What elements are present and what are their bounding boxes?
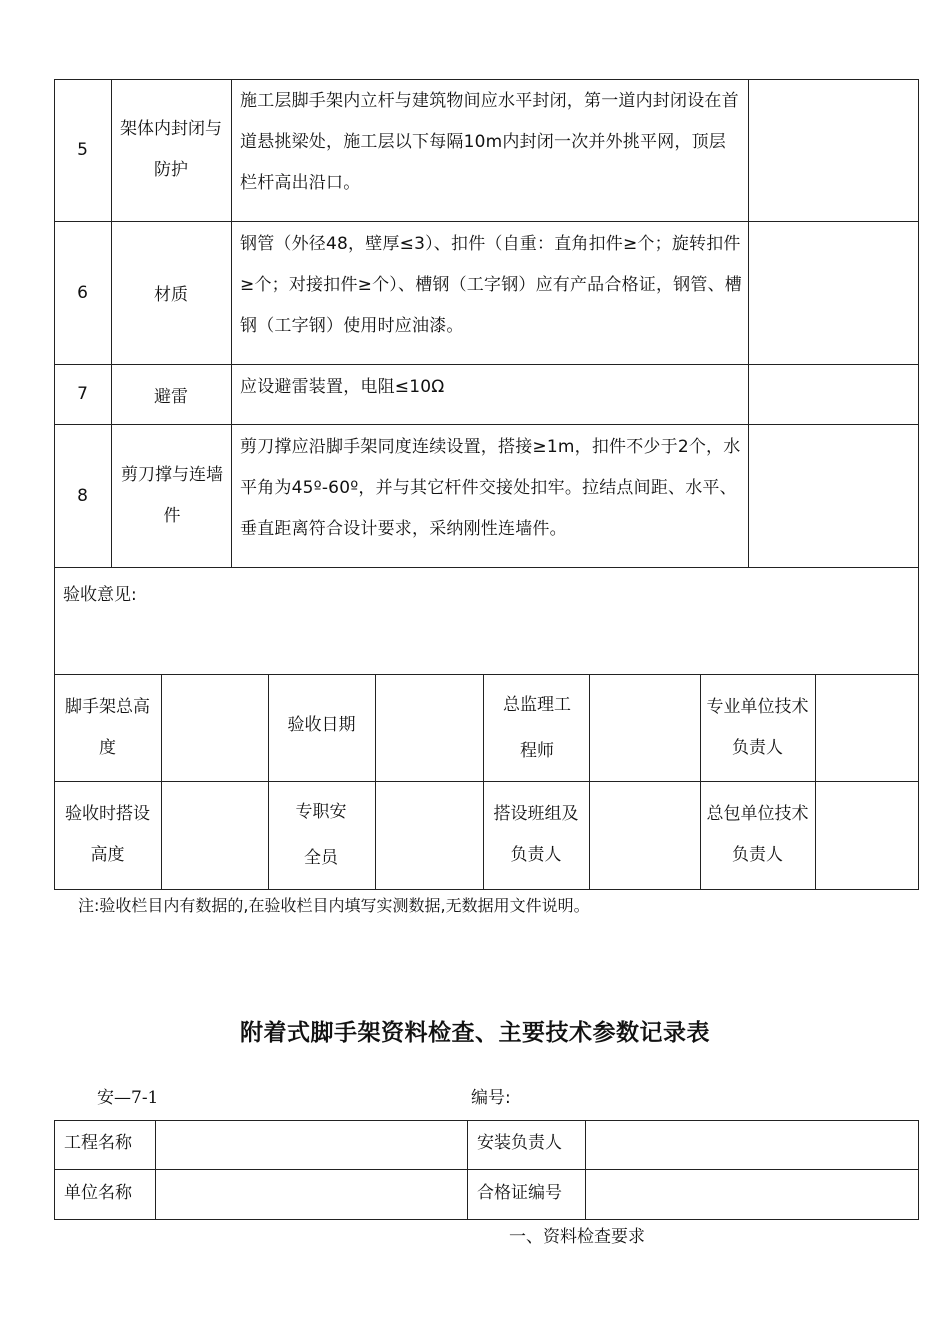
safety-officer-label <box>291 781 351 889</box>
install-manager-field[interactable] <box>585 1120 918 1169</box>
opinion-field[interactable] <box>54 606 918 672</box>
install-manager-label: 安装负责人 <box>477 1133 562 1153</box>
specialist-tech-lead-label <box>704 674 811 781</box>
form-code: 安—7-1 <box>97 1088 159 1108</box>
acceptance-date-label: 验收日期 <box>287 714 356 735</box>
chief-supervisor-label-text: 总监理工程师 <box>503 694 571 761</box>
current-height-label-text: 验收时搭设高度 <box>65 804 150 865</box>
unit-name-field[interactable] <box>155 1169 467 1219</box>
item-name-text: 剪刀撑与连墙件 <box>121 464 223 526</box>
chief-supervisor-field[interactable] <box>589 674 700 781</box>
item-name: 材质 <box>154 285 188 305</box>
result-cell[interactable] <box>748 364 918 424</box>
footnote: 注:验收栏目内有数据的,在验收栏目内填写实测数据,无数据用文件说明。 <box>78 896 590 915</box>
chief-supervisor-label <box>497 674 577 781</box>
total-height-field[interactable] <box>161 674 268 781</box>
item-name <box>116 79 226 221</box>
serial-number-label: 编号: <box>471 1088 511 1108</box>
row-number: 7 <box>77 384 88 404</box>
row-number: 8 <box>77 485 88 506</box>
project-name-label: 工程名称 <box>64 1133 132 1153</box>
result-cell[interactable] <box>748 79 918 221</box>
result-cell[interactable] <box>748 221 918 364</box>
safety-officer-label-text: 专职安全员 <box>295 802 347 868</box>
current-height-field[interactable] <box>161 781 268 889</box>
unit-name-label: 单位名称 <box>64 1183 132 1203</box>
requirement-text: 钢管（外径48，壁厚≤3）、扣件（自重：直角扣件≥个；旋转扣件≥个；对接扣件≥个）、槽钢（工字钢）应有产品合格证，钢管、槽钢（工字钢）使用时应油漆。 <box>240 234 742 336</box>
total-height-label <box>58 674 157 781</box>
safety-officer-field[interactable] <box>375 781 483 889</box>
crew-lead-label <box>488 781 584 889</box>
acceptance-date-field[interactable] <box>375 674 483 781</box>
requirement-text: 应设避雷装置，电阻≤10Ω <box>240 377 445 397</box>
total-height-label-text: 脚手架总高度 <box>65 696 150 758</box>
item-name-text: 架体内封闭与防护 <box>120 119 222 180</box>
item-name: 避雷 <box>154 386 188 407</box>
crew-lead-field[interactable] <box>589 781 700 889</box>
specialist-tech-lead-field[interactable] <box>815 674 918 781</box>
item-name <box>118 424 226 567</box>
general-contractor-tech-lead-field[interactable] <box>815 781 918 889</box>
general-contractor-tech-lead-label-text: 总包单位技术负责人 <box>706 804 809 865</box>
certificate-number-label: 合格证编号 <box>477 1183 562 1203</box>
requirement-text: 剪刀撑应沿脚手架同度连续设置，搭接≥1m，扣件不少于2个，水平角为45º-60º，并与其它杆件交接处扣牢。拉结点间距、水平、垂直距离符合设计要求，采纳刚性连墙件。 <box>240 437 741 539</box>
result-cell[interactable] <box>748 424 918 567</box>
crew-lead-label-text: 搭设班组及负责人 <box>493 804 579 865</box>
certificate-number-field[interactable] <box>585 1169 918 1219</box>
requirement-text: 施工层脚手架内立杆与建筑物间应水平封闭，第一道内封闭设在首道悬挑梁处，施工层以下每隔10m内封闭一次并外挑平网，顶层栏杆高出沿口。 <box>240 91 739 193</box>
row-number: 6 <box>77 282 88 303</box>
current-height-label <box>58 781 157 889</box>
form-title: 附着式脚手架资料检查、主要技术参数记录表 <box>240 1020 710 1046</box>
specialist-tech-lead-label-text: 专业单位技术负责人 <box>706 696 809 758</box>
general-contractor-tech-lead-label <box>704 781 811 889</box>
opinion-label: 验收意见: <box>63 585 137 605</box>
row-number: 5 <box>77 140 88 160</box>
section-heading: 一、资料检查要求 <box>509 1227 645 1247</box>
project-name-field[interactable] <box>155 1120 467 1169</box>
